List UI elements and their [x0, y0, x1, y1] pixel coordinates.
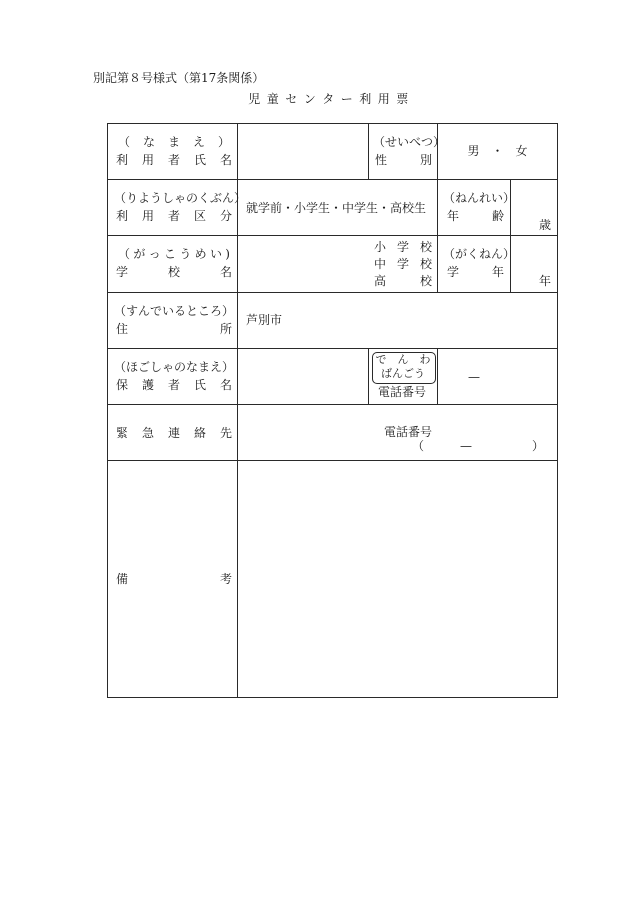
guardian-ruby: （ほごしゃのなまえ）: [114, 360, 235, 374]
title-char: ー: [340, 92, 353, 106]
char: 者: [167, 209, 180, 223]
name-label: [116, 152, 232, 168]
emergency-phone-value[interactable]: （ — ）: [412, 439, 545, 453]
char: い: [209, 247, 222, 261]
char: 用: [141, 153, 154, 167]
char: 利: [116, 209, 129, 223]
form-title: [245, 90, 412, 107]
char: 性: [375, 153, 388, 167]
school-ruby: [118, 246, 230, 262]
address-ruby: （すんでいるところ）: [114, 304, 235, 318]
char: 中: [374, 257, 387, 271]
char: 別: [419, 153, 432, 167]
char: っ: [148, 247, 161, 261]
category-ruby: （りようしゃのくぶん）: [114, 191, 247, 205]
char: 年: [447, 209, 460, 223]
guardian-label: [116, 377, 232, 393]
category-value[interactable]: 就学前・小学生・中学生・高校生: [246, 201, 427, 215]
school-type-junior-high[interactable]: [374, 256, 432, 272]
title-char: 童: [266, 92, 279, 106]
char: ま: [167, 135, 180, 149]
char: 考: [219, 572, 232, 586]
char: 学: [447, 265, 460, 279]
school-type-elementary[interactable]: [374, 239, 432, 255]
char: 利: [116, 153, 129, 167]
char: 保: [116, 378, 129, 392]
form-number: 別記第８号様式（第17条関係）: [93, 71, 265, 85]
address-value[interactable]: 芦別市: [246, 313, 283, 327]
char: め: [194, 247, 207, 261]
char: 小: [374, 240, 387, 254]
title-char: 用: [377, 92, 390, 106]
address-label: [116, 321, 232, 337]
school-label: [116, 264, 232, 280]
char: が: [133, 247, 146, 261]
char: 所: [219, 322, 232, 336]
char: 備: [116, 572, 129, 586]
char: 学: [396, 240, 409, 254]
school-type-high[interactable]: [374, 273, 432, 289]
char: 急: [141, 426, 154, 440]
grade-unit: 年: [539, 274, 552, 288]
emergency-label: [116, 425, 232, 441]
char: 校: [419, 257, 432, 271]
age-unit: 歳: [539, 218, 552, 232]
char: 絡: [193, 426, 206, 440]
title-char: 票: [396, 92, 409, 106]
char: 連: [167, 426, 180, 440]
char: 校: [419, 274, 432, 288]
title-char: 利: [359, 92, 372, 106]
name-ruby: [118, 134, 230, 150]
char: 年: [491, 265, 504, 279]
char: 用: [141, 209, 154, 223]
char: 齢: [491, 209, 504, 223]
char: 分: [219, 209, 232, 223]
char: 護: [141, 378, 154, 392]
title-char: セ: [285, 92, 298, 106]
title-char: タ: [322, 92, 335, 106]
char: 校: [419, 240, 432, 254]
char: 学: [116, 265, 129, 279]
phone-ruby-line1: で ん わ: [375, 353, 431, 366]
remarks-field[interactable]: [238, 461, 557, 697]
gender-label: [375, 152, 432, 168]
char: 先: [219, 426, 232, 440]
phone-label: 電話番号: [378, 385, 427, 399]
char: 住: [116, 322, 129, 336]
char: （: [118, 135, 131, 149]
char: 名: [219, 153, 232, 167]
char: な: [142, 135, 155, 149]
remarks-label: [116, 571, 232, 587]
char: 緊: [116, 426, 129, 440]
age-label: [447, 208, 504, 224]
age-ruby: （ねんれい）: [443, 191, 516, 205]
phone-value[interactable]: —: [468, 370, 480, 384]
gender-ruby: （せいべつ）: [373, 135, 446, 149]
title-char: 児: [248, 92, 261, 106]
char: 学: [396, 257, 409, 271]
gender-value[interactable]: 男 ・ 女: [467, 144, 528, 158]
char: 氏: [193, 153, 206, 167]
char: （: [118, 247, 131, 261]
grade-label: [447, 264, 504, 280]
category-label: [116, 208, 232, 224]
grade-ruby: （がくねん）: [443, 247, 516, 261]
char: 校: [167, 265, 180, 279]
char: 者: [167, 378, 180, 392]
char: 者: [167, 153, 180, 167]
char: 高: [374, 274, 387, 288]
char: こ: [163, 247, 176, 261]
char: う: [179, 247, 192, 261]
char: ): [225, 247, 230, 261]
char: ）: [217, 135, 230, 149]
char: 区: [193, 209, 206, 223]
emergency-phone-label: 電話番号: [384, 425, 433, 439]
char: 名: [219, 265, 232, 279]
char: 氏: [193, 378, 206, 392]
title-char: ン: [303, 92, 316, 106]
phone-ruby-line2: ばんごう: [381, 367, 425, 380]
char: 名: [219, 378, 232, 392]
char: え: [192, 135, 205, 149]
